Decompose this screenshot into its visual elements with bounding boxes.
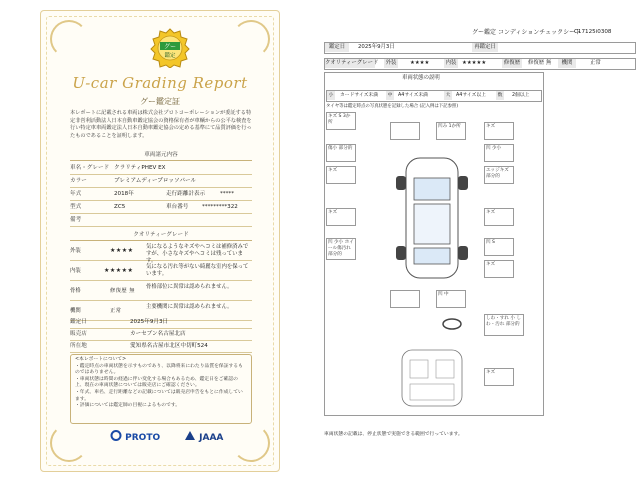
jaaa-logo [184,430,223,443]
size-desc: A4サイズ未満 [398,93,428,98]
damage-callout: キズ [484,122,514,140]
row-value-2: ***** [220,191,234,197]
row-label: 型式 [70,204,82,210]
row-label: 販売店 [70,331,87,337]
proto-logo-text: PROTO [125,433,161,443]
proto-logo-icon [110,430,122,441]
row-label-2: 走行距離計表示 [166,191,206,197]
damage-callout [390,290,420,308]
grading-certificate [40,10,280,472]
note-item: ・評価については鑑定師の目視によるものです。 [75,403,181,409]
damage-callout: 凹 S [484,238,514,256]
size-label: 中 [387,93,393,98]
logo-bar [110,430,250,444]
vehicle-row-remarks [70,214,252,227]
size-label: 数 [497,93,503,98]
row-value: 愛知県名古屋市北区中切町524 [130,343,208,349]
row-label: 車名・グレード [70,165,110,171]
damage-callout: キズ [484,208,514,226]
quality-row-interior [70,262,252,281]
damage-callout: 凹 少小 [484,144,514,162]
vehicle-row-year [70,188,252,201]
quality-description: 骨格部位に異常は認められません。 [146,284,233,290]
corner-ornament-icon [50,424,88,462]
badge-bottom-text: 鑑定 [164,53,176,59]
damage-callout: 凹み 1か所 [436,122,466,140]
jaaa-logo-text: JAAA [199,433,224,443]
corner-ornament-icon [50,20,88,58]
quality-stars: ★★★★★ [104,267,134,274]
repair-label: 修復歴 [503,60,521,66]
row-value: 2018年 [114,191,134,197]
quality-description: 気になる汚れ等がない綺麗な室内を保っています。 [146,264,249,277]
exterior-stars: ★★★★ [410,60,430,66]
vehicle-row-color [70,175,252,188]
row-value: プレミアムディープロッソパール [114,178,197,184]
proto-logo [110,430,160,443]
quality-row-exterior [70,242,252,264]
sheet-footer: 車両状態の記載は、停止状態で実施できる範囲で行っています。 [324,432,463,437]
quality-label: 内装 [70,268,81,274]
vehicle-section-heading: 車両諸元内容 [70,150,252,161]
damage-callout: 傷小 部分的 [326,144,356,162]
vehicle-row-name [70,162,252,175]
quality-row-frame [70,282,252,301]
repair-value: 修復歴 無 [528,60,552,66]
row-value: クラリティPHEV EX [114,165,166,171]
row-label: 所在地 [70,343,87,349]
info-row-address [70,340,252,353]
size-desc: A4サイズ以上 [456,93,486,98]
steering-wheel-icon [442,318,462,330]
vehicle-row-model [70,201,252,214]
interior-stars: ★★★★★ [462,60,487,66]
row-value: 2025年9月3日 [130,319,169,325]
damage-callout: キズ S 3か所 [326,112,356,130]
damage-callout: 凹 少小 ホイール傷汚れ 部分的 [326,238,356,260]
legend-title: 車両状態の説明 [402,75,440,81]
damage-callout [390,122,420,140]
damage-callout: エッジキズ 部分的 [484,166,514,184]
grade-label: クオリティーグレード [325,60,379,66]
row-value: ZC5 [114,204,126,210]
date-label: 鑑定日 [325,43,349,52]
legend-note: タイヤ等は鑑定時点の写真状態を記録した場合 (記入例は下記参照) [326,104,459,109]
row-label-2: 車台番号 [166,204,189,210]
note-item: ・鑑定時点の車両状態を示すものであり、以降将来にわたり品質を保証するものではありません。 [75,363,243,376]
size-label: 小 [328,93,334,98]
note-item: ・年式、車名、走行距離などの記載については販売店申告をもとに作成しています。 [75,389,243,402]
quality-description: 主要機関に異常は認められません。 [146,304,233,310]
damage-callout: キズ [484,260,514,278]
badge-top-text: グー [163,43,177,51]
row-label: 年式 [70,191,82,197]
reappraisal-label: 再鑑定日 [472,43,498,52]
quality-stars: ★★★★ [110,247,134,254]
quality-section-heading: クオリティーグレード [70,230,252,241]
damage-callout: 凹 中 [436,290,466,308]
row-label: 鑑定日 [70,319,87,325]
quality-value: 正常 [110,308,122,314]
engine-label: 機関 [558,59,576,68]
report-notes [70,354,252,424]
certificate-title: U-car Grading Report [72,74,248,92]
quality-value: 修復歴 無 [110,288,135,294]
interior-label: 内装 [445,60,457,66]
damage-callout: キズ [484,368,514,386]
damage-callout: キズ [326,166,356,184]
damage-callout: しわ・すれ 小 しわ・汚れ 部分的 [484,314,524,336]
car-top-view-icon [392,148,472,288]
certificate-subtitle: グー鑑定証 [140,97,180,106]
quality-label: 機関 [70,308,81,314]
size-label: 大 [445,93,451,98]
notes-title: <本レポートについて> [75,357,127,362]
corner-ornament-icon [232,20,270,58]
quality-label: 外装 [70,248,81,254]
car-interior-view-icon [392,348,472,408]
goo-appraisal-badge-icon [150,28,190,68]
row-value-2: *********322 [202,204,238,210]
row-label: カラー [70,178,87,184]
row-label: 備考 [70,217,82,223]
certificate-intro: 本レポートに記載される車両は株式会社プロトコーポレーションが委託する特定非営利活動法人日本自動車鑑定協会の資格保有者が車輌からの公平な検査を行い特定車車両鑑定法人日本自動車鑑定協会の定める基準にて品質評価を行ったものであることを証明します。 [70,110,252,139]
jaaa-logo-icon [184,430,196,441]
quality-label: 骨格 [70,288,81,294]
date-value: 2025年9月3日 [358,44,395,50]
note-item: ・車両状態は時間の経過に伴い変化する場合もあるため、鑑定日をご確認の上、現在の車両状態については販売店にご確認ください。 [75,376,238,389]
quality-description: 気になるようなキズやヘコミは補修済みですが、小さなキズやヘコミは残っています。 [146,244,249,264]
sheet-title: グー鑑定 コンディションチェックシート [472,29,582,36]
row-value: カーセブン名古屋北店 [130,331,186,337]
sheet-code: C17125i0308 [574,29,612,35]
engine-value: 正常 [590,60,601,66]
exterior-label: 外装 [385,60,397,66]
damage-callout: キズ [326,208,356,226]
size-desc: カードサイズ未満 [340,93,378,98]
size-desc: 2個以上 [512,93,530,98]
condition-check-sheet [322,28,636,442]
